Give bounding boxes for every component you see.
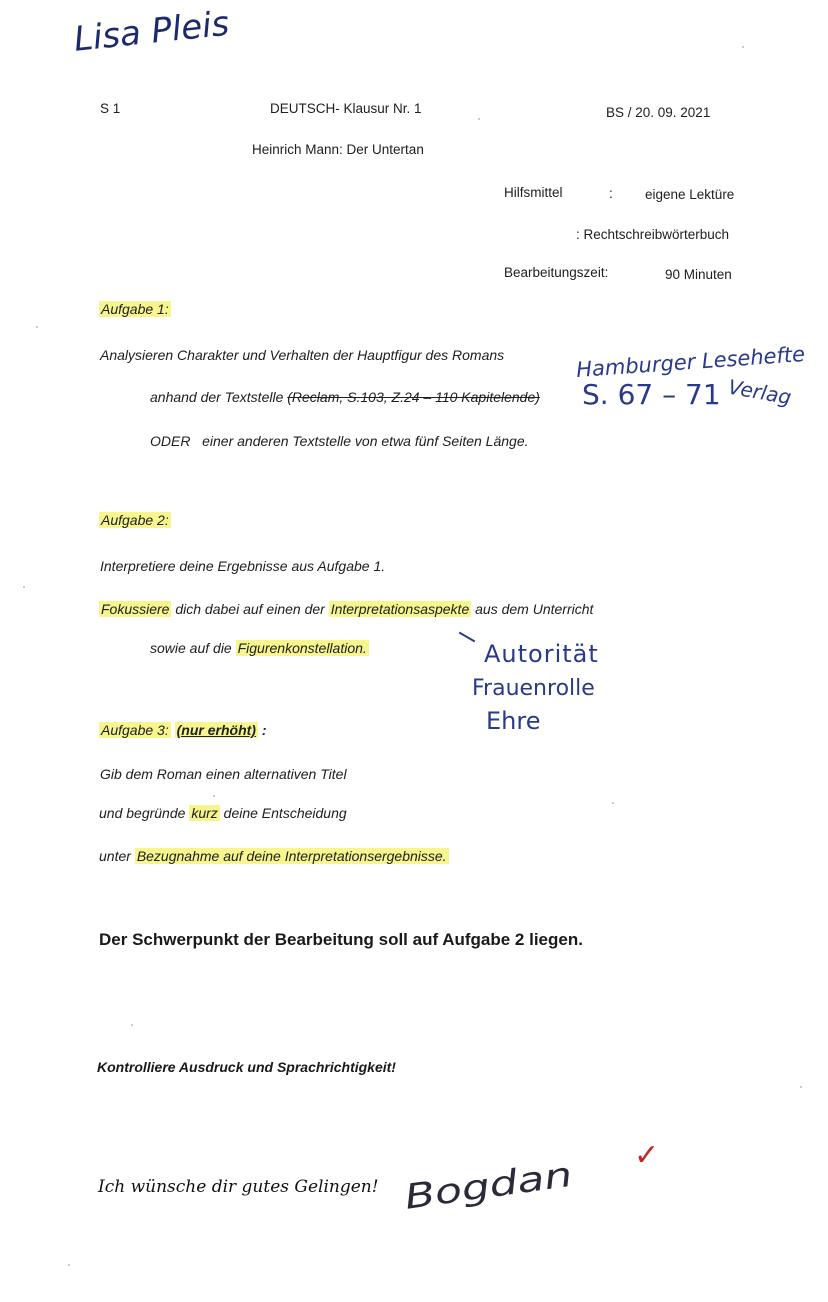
- note-ehre-handwritten: Ehre: [486, 707, 541, 735]
- task2-highlight-figuren: Figurenkonstellation.: [237, 640, 367, 656]
- aids-label: Hilfsmittel: [504, 185, 563, 200]
- task1-line3: [150, 433, 529, 449]
- teacher-signature: Bogdan: [402, 1154, 575, 1218]
- exam-subtitle: Heinrich Mann: Der Untertan: [252, 142, 424, 157]
- task2-line2: [99, 601, 593, 617]
- task3-line2-c: deine Entscheidung: [219, 805, 347, 821]
- aids-item-dictionary: : Rechtschreibwörterbuch: [576, 227, 730, 242]
- focus-statement: Der Schwerpunkt der Bearbeitung soll auf Aufgabe 2 liegen.: [99, 930, 583, 949]
- note-tick-mark: [459, 632, 476, 643]
- task1-line2-prefix: anhand der Textstelle: [150, 389, 284, 405]
- task3-highlight-bezugnahme: Bezugnahme auf deine Interpretationsergebnisse.: [136, 848, 447, 864]
- section-label: S 1: [100, 101, 121, 116]
- time-value: 90 Minuten: [665, 267, 732, 282]
- task2-line2-d: aus dem Unterricht: [471, 601, 594, 617]
- task2-line1: Interpretiere deine Ergebnisse aus Aufgabe 1.: [100, 558, 386, 574]
- note-pages-handwritten: S. 67 – 71: [582, 378, 721, 411]
- task2-line3-a: sowie auf die: [150, 640, 236, 656]
- task2-line3: [150, 640, 369, 656]
- task3-line2-a: und begründe: [99, 805, 190, 821]
- task1-heading-text: Aufgabe 1:: [101, 301, 169, 317]
- exam-date: BS / 20. 09. 2021: [606, 105, 711, 120]
- task1-line3-rest: einer anderen Textstelle von etwa fünf Seiten Länge.: [202, 433, 529, 449]
- task3-line1: Gib dem Roman einen alternativen Titel: [100, 766, 347, 782]
- task1-heading: [99, 301, 171, 317]
- task2-heading: [99, 512, 171, 528]
- task1-struck-reference: (Reclam, S.103, Z.24 – 110 Kapitelende): [287, 389, 540, 405]
- task2-highlight-fokussiere: Fokussiere: [101, 601, 170, 617]
- task2-heading-text: Aufgabe 2:: [101, 512, 169, 528]
- task3-heading-extra: (nur erhöht): [176, 722, 256, 738]
- task3-heading-text: Aufgabe 3:: [101, 722, 169, 738]
- time-label: Bearbeitungszeit:: [504, 265, 609, 280]
- aids-colon: :: [609, 186, 613, 201]
- task3-highlight-kurz: kurz: [191, 805, 218, 821]
- note-verlag-handwritten: Verlag: [726, 374, 794, 410]
- aids-item-lektuere: eigene Lektüre: [645, 187, 735, 202]
- task1-oder: ODER: [150, 433, 191, 449]
- task3-line2: [99, 805, 347, 821]
- note-publisher-handwritten: Hamburger Lesehefte: [575, 342, 806, 382]
- task3-heading: [99, 722, 267, 738]
- task3-line3: [99, 848, 449, 864]
- task2-line2-b: dich dabei auf einen der: [171, 601, 329, 617]
- closing-wish: Ich wünsche dir gutes Gelingen!: [98, 1177, 379, 1197]
- note-frauenrolle-handwritten: Frauenrolle: [472, 676, 595, 701]
- student-name-handwritten: Lisa Pleis: [72, 3, 232, 60]
- control-note: Kontrolliere Ausdruck und Sprachrichtigkeit!: [97, 1059, 396, 1075]
- check-mark-icon: ✓: [634, 1138, 660, 1173]
- task2-highlight-aspekte: Interpretationsaspekte: [330, 601, 470, 617]
- task1-line2: [150, 389, 540, 405]
- note-autoritaet-handwritten: Autorität: [484, 640, 599, 668]
- task3-heading-colon: :: [257, 722, 267, 738]
- task1-line1: Analysieren Charakter und Verhalten der Hauptfigur des Romans: [100, 347, 505, 363]
- task3-line3-a: unter: [99, 848, 135, 864]
- exam-title: DEUTSCH- Klausur Nr. 1: [270, 101, 422, 116]
